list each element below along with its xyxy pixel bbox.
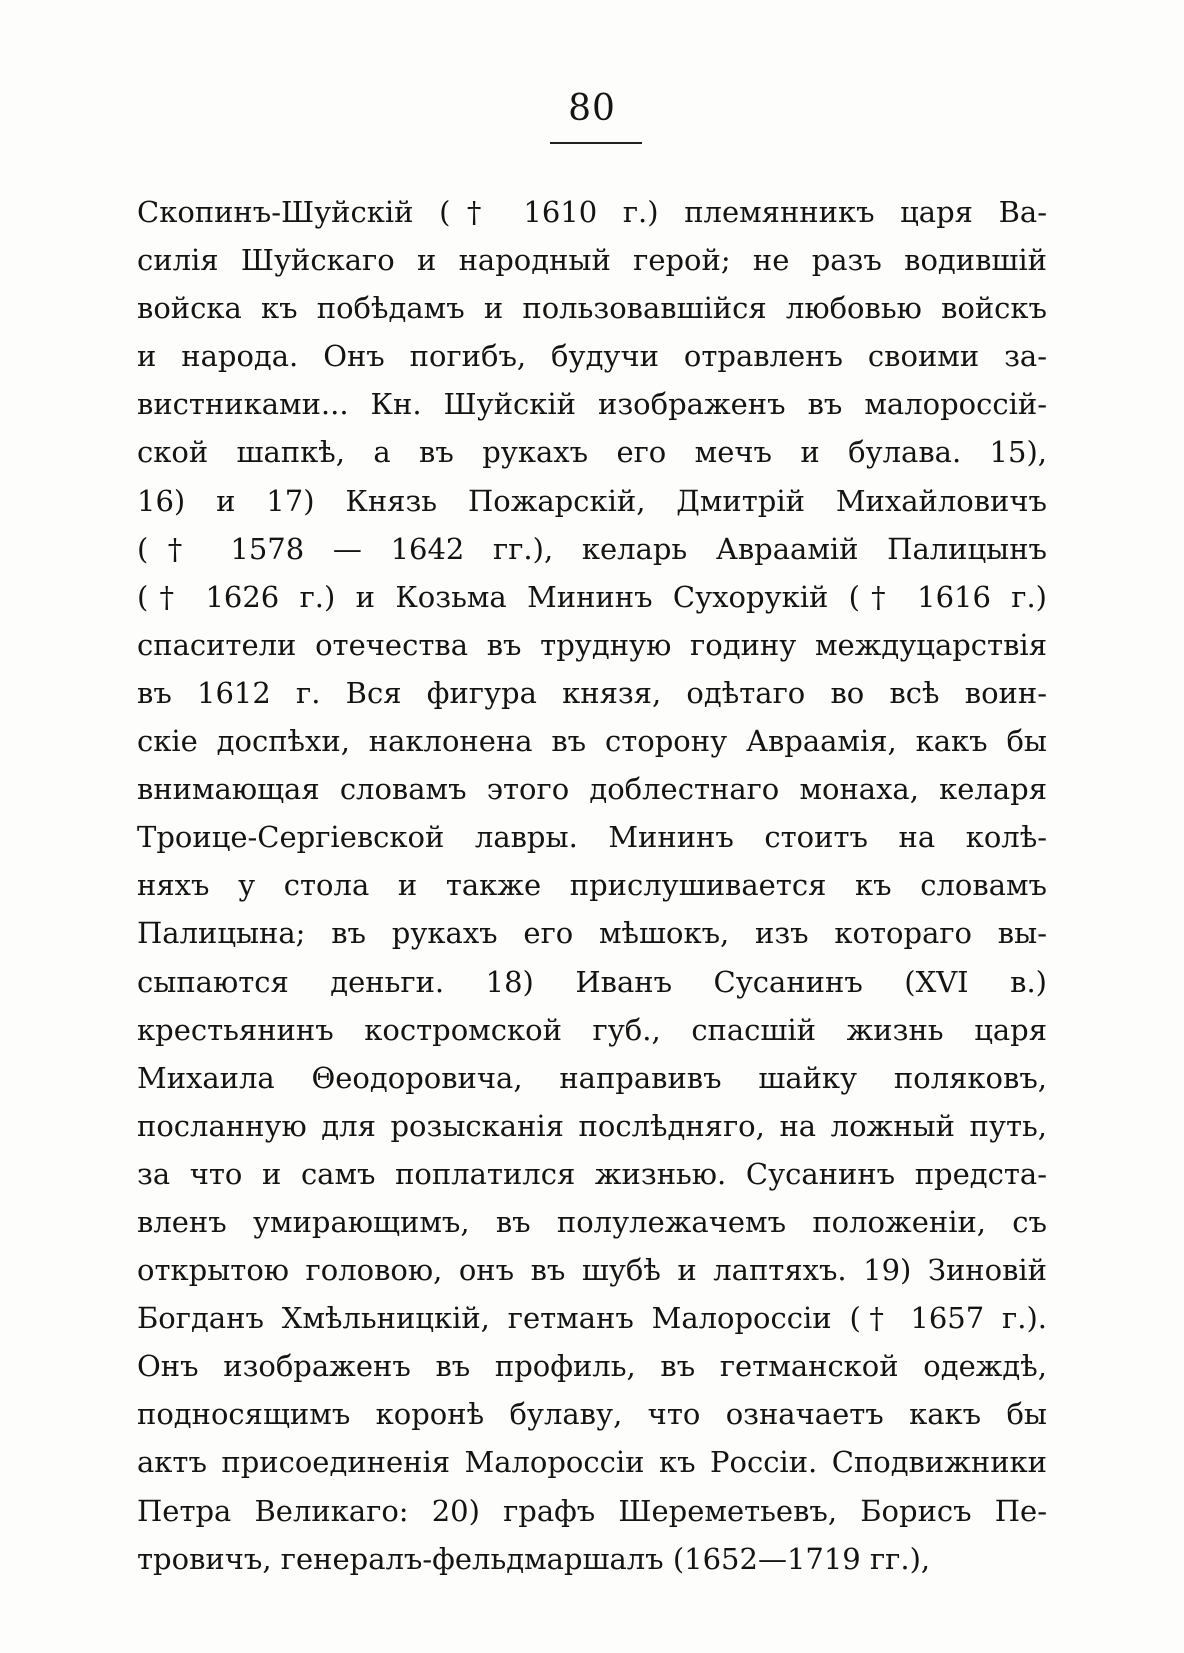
text-line: войска къ побѣдамъ и пользовавшійся любовью войскъ bbox=[137, 291, 1047, 326]
text-line: Троице-Сергіевской лавры. Мининъ стоитъ на колѣ- bbox=[137, 820, 1047, 855]
text-line: Михаила Θеодоровича, направивъ шайку поляковъ, bbox=[137, 1060, 1047, 1095]
text-line: Петра Великаго: 20) графъ Шереметьевъ, Борисъ Пе- bbox=[137, 1493, 1047, 1528]
body-text bbox=[137, 188, 1047, 1583]
text-line: за что и самъ поплатился жизнью. Сусанинъ предста- bbox=[137, 1156, 1047, 1191]
text-line: подносящимъ коронѣ булаву, что означаетъ какъ бы bbox=[137, 1397, 1047, 1432]
text-line: тровичъ, генералъ-фельдмаршалъ (1652—1719 гг.), bbox=[137, 1541, 931, 1576]
text-line: Богданъ Хмѣльницкій, гетманъ Малороссіи († 1657 г.). bbox=[137, 1301, 1047, 1336]
text-line: скіе доспѣхи, наклонена въ сторону Авраамія, какъ бы bbox=[137, 724, 1047, 759]
text-line: силія Шуйскаго и народный герой; не разъ водившій bbox=[137, 243, 1047, 278]
text-line: няхъ у стола и также прислушивается къ словамъ bbox=[137, 868, 1047, 903]
page-number: 80 bbox=[568, 88, 616, 129]
text-line: сыпаются деньги. 18) Иванъ Сусанинъ (XVI в.) bbox=[137, 964, 1047, 999]
text-line: Палицына; въ рукахъ его мѣшокъ, изъ котораго вы- bbox=[137, 916, 1047, 951]
text-line: открытою головою, онъ въ шубѣ и лаптяхъ. 19) Зиновій bbox=[137, 1253, 1047, 1288]
text-line: посланную для розысканія послѣдняго, на ложный путь, bbox=[137, 1108, 1047, 1143]
text-line: Скопинъ-Шуйскій († 1610 г.) племянникъ царя Ва- bbox=[137, 195, 1047, 229]
text-line: актъ присоединенія Малороссіи къ Россіи. Сподвижники bbox=[137, 1445, 1047, 1480]
text-line: крестьянинъ костромской губ., спасшій жизнь царя bbox=[137, 1012, 1047, 1047]
text-line: спасители отечества въ трудную годину междуцарствія bbox=[137, 627, 1047, 662]
text-line: 16) и 17) Князь Пожарскій, Дмитрій Михайловичъ bbox=[137, 483, 1047, 518]
text-line: вистниками... Кн. Шуйскій изображенъ въ малороссій- bbox=[137, 387, 1047, 422]
page-number-rule bbox=[550, 142, 642, 144]
text-line: († 1626 г.) и Козьма Мининъ Сухорукій († 1616 г.) bbox=[137, 579, 1047, 614]
text-line: вленъ умирающимъ, въ полулежачемъ положеніи, съ bbox=[137, 1204, 1047, 1239]
text-line: († 1578 — 1642 гг.), келарь Авраамій Палицынъ bbox=[137, 531, 1047, 566]
text-line: въ 1612 г. Вся фигура князя, одѣтаго во всѣ воин- bbox=[137, 675, 1047, 710]
text-line: Онъ изображенъ въ профиль, въ гетманской одеждѣ, bbox=[137, 1349, 1047, 1384]
text-line: внимающая словамъ этого доблестнаго монаха, келаря bbox=[137, 772, 1047, 807]
text-line: ской шапкѣ, а въ рукахъ его мечъ и булава. 15), bbox=[137, 435, 1047, 470]
text-line: и народа. Онъ погибъ, будучи отравленъ своими за- bbox=[137, 339, 1047, 374]
